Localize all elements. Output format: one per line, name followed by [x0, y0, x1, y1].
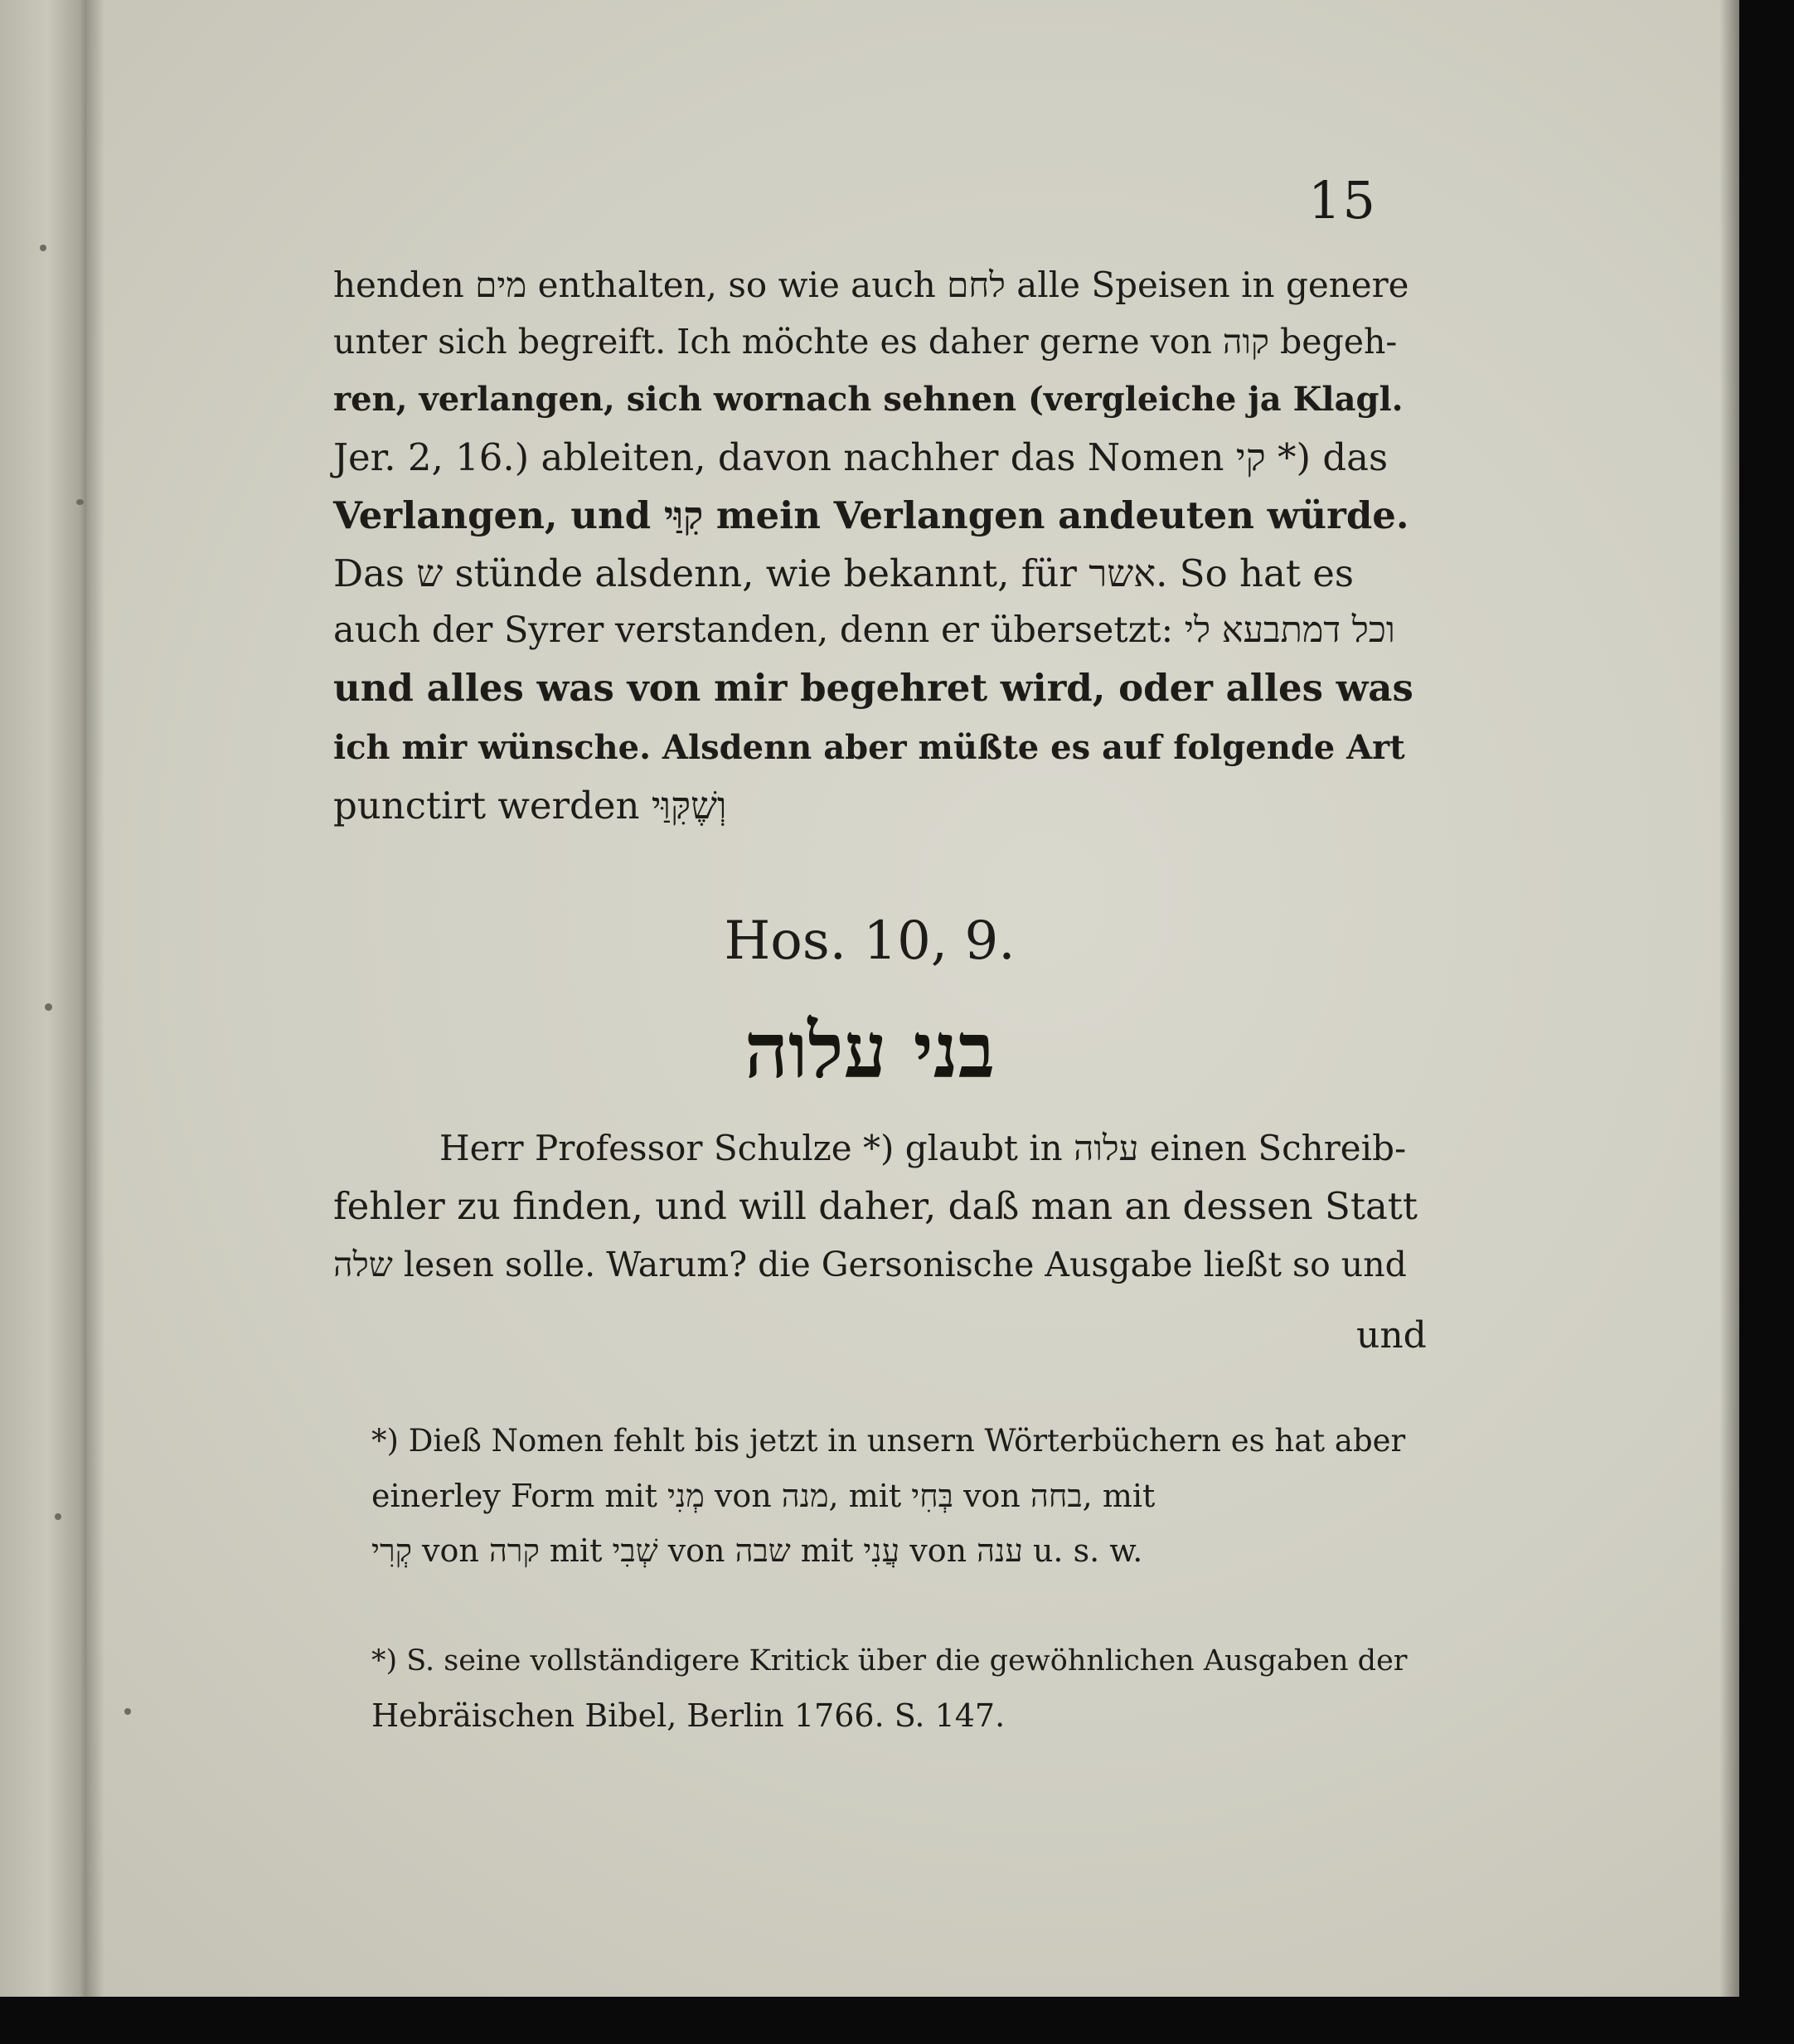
text-line: שלה lesen solle. Warum? die Gersonische Ausgabe ließt so und	[333, 1245, 1407, 1284]
text-line: fehler zu finden, und will daher, daß man an dessen Statt	[333, 1184, 1418, 1228]
text-line: Das ש stünde alsdenn, wie bekannt, für אשר. So hat es	[333, 551, 1354, 595]
binding-gutter	[86, 0, 104, 1997]
page-number: 15	[1308, 170, 1377, 231]
footnote	[371, 1634, 1423, 1743]
page-edge-shadow	[1719, 0, 1739, 1997]
text-line: ren, verlangen, sich wornach sehnen (vergleiche ja Klagl.	[333, 380, 1404, 419]
catchword: und	[1356, 1314, 1427, 1357]
text-line: auch der Syrer verstanden, denn er übersetzt: וכל דמתבעא לי	[333, 609, 1395, 651]
section-reference: Hos. 10, 9.	[724, 910, 1016, 972]
section-hebrew-title: בני עלוה	[744, 1006, 995, 1095]
text-line: punctirt werden וְשֶׁקִּוַּי	[333, 784, 727, 828]
footnote-line: *) Dieß Nomen fehlt bis jetzt in unsern Wörterbüchern es hat aber	[371, 1423, 1406, 1459]
footnote-line: einerley Form mit מְנִי von מנה, mit בְּחִי von בחה, mit	[371, 1478, 1156, 1514]
text-line: henden מים enthalten, so wie auch לחם alle Speisen in genere	[333, 265, 1409, 305]
footnote	[371, 1414, 1423, 1578]
text-line: unter sich begreift. Ich möchte es daher gerne von קוה begeh-	[333, 322, 1398, 362]
binding-hole	[76, 499, 84, 505]
binding-hole	[40, 245, 46, 251]
binding-hole	[124, 1708, 131, 1715]
footnote-line: קְרִי von קרה mit שְׁבִי von שבה mit עֲנִי von ענה u. s. w.	[371, 1532, 1143, 1569]
footnote-line: Hebräischen Bibel, Berlin 1766. S. 147.	[371, 1697, 1006, 1734]
text-line: Jer. 2, 16.) ableiten, davon nachher das Nomen קי *) das	[333, 435, 1389, 479]
body-paragraph	[333, 257, 1419, 834]
footnote-line: *) S. seine vollständigere Kritick über die gewöhnlichen Ausgaben der	[371, 1644, 1408, 1677]
text-line: Herr Professor Schulze *) glaubt in עלוה einen Schreib-	[439, 1128, 1407, 1168]
text-line: ich mir wünsche. Alsdenn aber müßte es auf folgende Art	[333, 728, 1405, 767]
facing-page-edge	[0, 0, 86, 1997]
text-line: und alles was von mir begehret wird, oder alles was	[333, 666, 1413, 710]
text-line: Verlangen, und קִוַּי mein Verlangen andeuten würde.	[333, 493, 1409, 537]
binding-hole	[55, 1513, 61, 1520]
body-paragraph	[333, 1119, 1419, 1294]
